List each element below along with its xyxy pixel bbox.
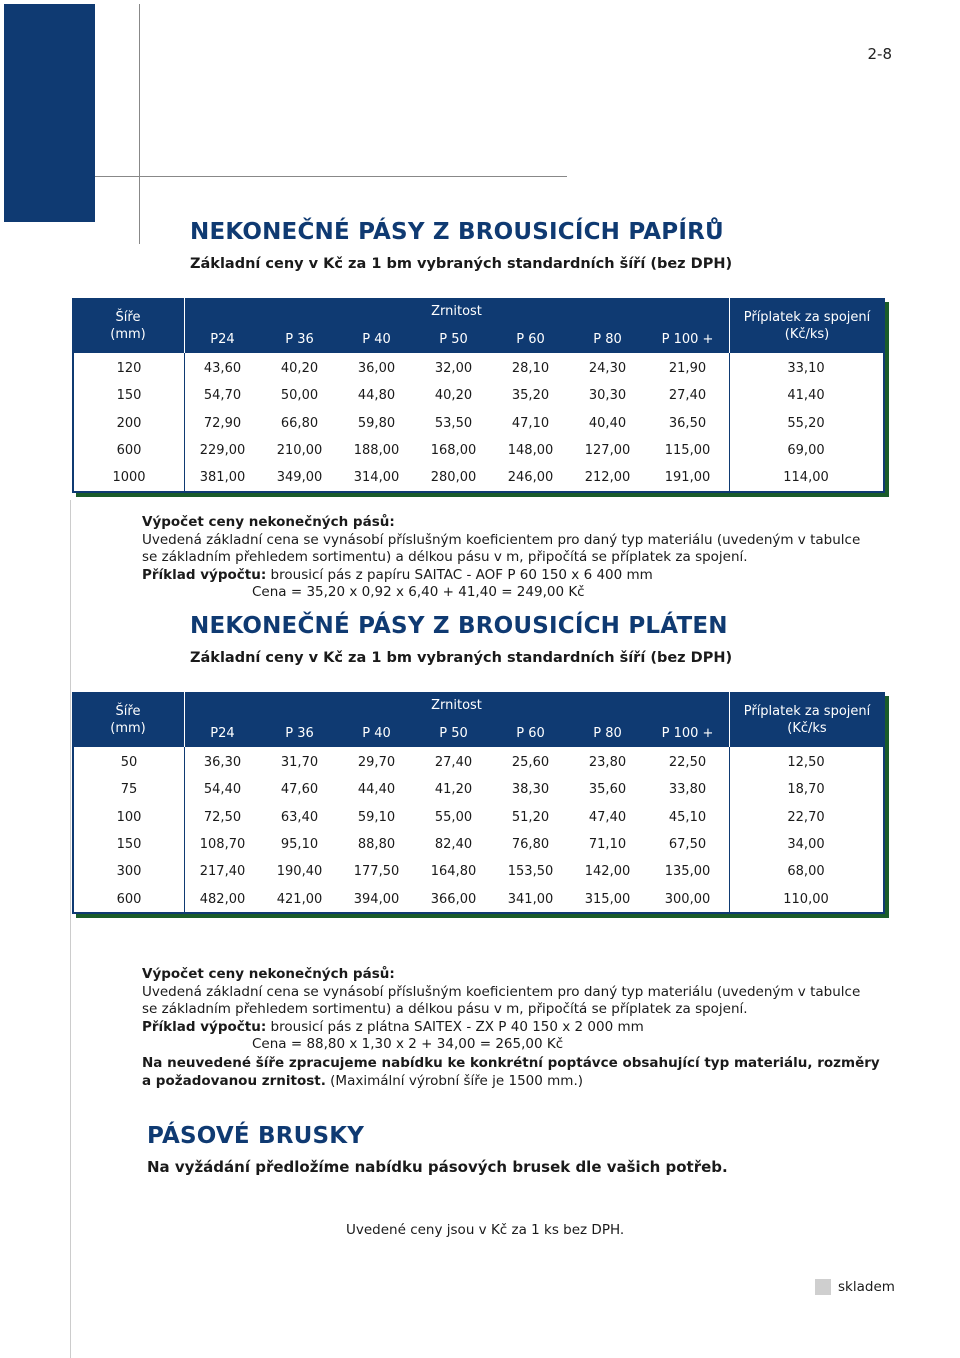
section1-title: NEKONEČNÉ PÁSY Z BROUSICÍCH PAPÍRŮ bbox=[190, 219, 724, 245]
width-cell: 150 bbox=[116, 388, 142, 404]
table-row bbox=[74, 382, 883, 409]
price-cell: 25,60 bbox=[511, 755, 550, 770]
price-cell: 32,00 bbox=[434, 361, 473, 376]
price-cell: 210,00 bbox=[276, 442, 323, 458]
price-cell: 22,50 bbox=[668, 755, 707, 770]
width-cell: 200 bbox=[116, 415, 142, 431]
table-row bbox=[74, 831, 883, 858]
price-cell: 188,00 bbox=[353, 442, 400, 458]
price-cell: 72,90 bbox=[203, 415, 242, 431]
price-cell: 212,00 bbox=[584, 470, 631, 486]
price-cell: 54,70 bbox=[203, 388, 242, 404]
surcharge-cell: 114,00 bbox=[783, 470, 829, 486]
grit-col-p40: P 40 bbox=[362, 332, 391, 347]
price-cell: 51,20 bbox=[511, 809, 550, 825]
price-cell: 229,00 bbox=[199, 442, 246, 458]
table-row bbox=[74, 804, 883, 831]
table-row bbox=[74, 437, 883, 464]
price-cell: 381,00 bbox=[199, 470, 246, 486]
note-line-2: a požadovanou zrnitost. bbox=[142, 1072, 326, 1089]
section2-subtitle: Základní ceny v Kč za 1 bm vybraných standardních šíří (bez DPH) bbox=[190, 650, 733, 666]
surcharge-cell: 55,20 bbox=[787, 415, 825, 431]
grit-col-p60: P 60 bbox=[516, 726, 545, 741]
width-cell: 600 bbox=[116, 891, 142, 907]
price-cell: 76,80 bbox=[511, 836, 550, 852]
price-cell: 394,00 bbox=[353, 891, 400, 907]
margin-line bbox=[70, 500, 71, 1358]
width-cell: 50 bbox=[120, 755, 138, 770]
price-cell: 82,40 bbox=[434, 836, 473, 852]
table-row bbox=[74, 858, 883, 885]
price-cell: 164,80 bbox=[430, 864, 477, 880]
width-header-label: Šíře bbox=[115, 704, 141, 719]
price-cell: 40,20 bbox=[434, 388, 473, 404]
price-cell: 349,00 bbox=[276, 470, 323, 486]
width-header-unit: (mm) bbox=[110, 327, 146, 342]
grit-col-p80: P 80 bbox=[593, 332, 622, 347]
table-row bbox=[74, 464, 883, 491]
section3-subtitle: Na vyžádání předložíme nabídku pásových brusek dle vašich potřeb. bbox=[147, 1158, 728, 1176]
section1-subtitle: Základní ceny v Kč za 1 bm vybraných standardních šíří (bez DPH) bbox=[190, 256, 733, 272]
price-cell: 421,00 bbox=[276, 891, 323, 907]
price-cell: 53,50 bbox=[434, 415, 473, 431]
width-header bbox=[72, 309, 184, 343]
price-cell: 190,40 bbox=[276, 864, 323, 880]
grit-col-p24: P24 bbox=[210, 726, 235, 741]
price-cell: 71,10 bbox=[588, 836, 627, 852]
price-cell: 27,40 bbox=[668, 388, 707, 404]
price-cell: 88,80 bbox=[357, 836, 396, 852]
width-cell: 300 bbox=[116, 864, 142, 880]
table-row bbox=[74, 776, 883, 803]
price-cell: 40,40 bbox=[588, 415, 627, 431]
price-cell: 366,00 bbox=[430, 891, 477, 907]
grit-col-p50: P 50 bbox=[439, 332, 468, 347]
surcharge-header-unit: (Kč/ks bbox=[787, 721, 827, 736]
example-price: Cena = 88,80 x 1,30 x 2 + 34,00 = 265,00 Kč bbox=[252, 1036, 564, 1052]
surcharge-cell: 22,70 bbox=[787, 809, 825, 825]
price-cell: 59,10 bbox=[357, 809, 396, 825]
price-cell: 55,00 bbox=[434, 809, 473, 825]
table-row bbox=[74, 749, 883, 776]
price-cell: 108,70 bbox=[199, 836, 246, 852]
width-cell: 150 bbox=[116, 836, 142, 852]
grit-col-p100: P 100 + bbox=[661, 726, 714, 741]
width-cell: 600 bbox=[116, 442, 142, 458]
page-number: 2-8 bbox=[867, 45, 892, 63]
grit-col-p24: P24 bbox=[210, 332, 235, 347]
table-row bbox=[74, 886, 883, 913]
price-cell: 482,00 bbox=[199, 891, 246, 907]
price-cell: 280,00 bbox=[430, 470, 477, 486]
grit-col-p100: P 100 + bbox=[661, 332, 714, 347]
price-note: Uvedené ceny jsou v Kč za 1 ks bez DPH. bbox=[346, 1222, 625, 1238]
price-cell: 115,00 bbox=[664, 442, 711, 458]
surcharge-cell: 18,70 bbox=[787, 782, 825, 798]
table-row bbox=[74, 355, 883, 382]
width-cell: 120 bbox=[116, 361, 142, 376]
price-cell: 59,80 bbox=[357, 415, 396, 431]
price-cell: 50,00 bbox=[280, 388, 319, 404]
price-cell: 36,00 bbox=[357, 361, 396, 376]
price-cell: 23,80 bbox=[588, 755, 627, 770]
paper-belts-price-table bbox=[72, 298, 889, 497]
surcharge-cell: 33,10 bbox=[787, 361, 825, 376]
price-cell: 66,80 bbox=[280, 415, 319, 431]
price-cell: 315,00 bbox=[584, 891, 631, 907]
example-text: brousicí pás z papíru SAITAC - AOF P 60 150 x 6 400 mm bbox=[266, 566, 653, 583]
calc-line-1: Uvedená základní cena se vynásobí příslušným koeficientem pro daný typ materiálu (uvedeným v tabulce bbox=[142, 531, 861, 548]
price-cell: 43,60 bbox=[203, 361, 242, 376]
price-cell: 30,30 bbox=[588, 388, 627, 404]
table-header bbox=[72, 692, 885, 747]
price-cell: 38,30 bbox=[511, 782, 550, 798]
price-cell: 177,50 bbox=[353, 864, 400, 880]
surcharge-cell: 12,50 bbox=[787, 755, 825, 770]
grit-header: Zrnitost bbox=[431, 698, 482, 713]
calc-line-2: se základním přehledem sortimentu) a délkou pásu v m, připočítá se příplatek za spojení. bbox=[142, 549, 748, 565]
price-cell: 54,40 bbox=[203, 782, 242, 798]
surcharge-header-label: Příplatek za spojení bbox=[743, 310, 871, 325]
price-cell: 41,20 bbox=[434, 782, 473, 798]
width-header-label: Šíře bbox=[115, 310, 141, 325]
price-cell: 341,00 bbox=[507, 891, 554, 907]
surcharge-header-label: Příplatek za spojení bbox=[743, 704, 871, 719]
table-row bbox=[74, 410, 883, 437]
price-cell: 135,00 bbox=[664, 864, 711, 880]
price-cell: 148,00 bbox=[507, 442, 554, 458]
table-body bbox=[72, 353, 885, 493]
surcharge-cell: 41,40 bbox=[787, 388, 825, 404]
example-label: Příklad výpočtu: bbox=[142, 1018, 267, 1035]
width-cell: 100 bbox=[116, 809, 142, 825]
price-cell: 33,80 bbox=[668, 782, 707, 798]
surcharge-cell: 110,00 bbox=[783, 891, 829, 907]
surcharge-header-unit: (Kč/ks) bbox=[784, 327, 830, 342]
price-cell: 21,90 bbox=[668, 361, 707, 376]
price-cell: 36,30 bbox=[203, 755, 242, 770]
width-header bbox=[72, 703, 184, 737]
price-cell: 24,30 bbox=[588, 361, 627, 376]
grit-col-p80: P 80 bbox=[593, 726, 622, 741]
note-line-1: Na neuvedené šíře zpracujeme nabídku ke konkrétní poptávce obsahující typ materiálu, rozměry bbox=[142, 1055, 880, 1071]
width-header-unit: (mm) bbox=[110, 721, 146, 736]
trim-line-horizontal bbox=[95, 176, 567, 177]
calc-line-2: se základním přehledem sortimentu) a délkou pásu v m, připočítá se příplatek za spojení. bbox=[142, 1001, 748, 1017]
grit-col-p40: P 40 bbox=[362, 726, 391, 741]
price-cell: 29,70 bbox=[357, 755, 396, 770]
calc-title: Výpočet ceny nekonečných pásů: bbox=[142, 514, 395, 530]
price-cell: 45,10 bbox=[668, 809, 707, 825]
price-cell: 72,50 bbox=[203, 809, 242, 825]
table-header bbox=[72, 298, 885, 353]
section1-calc-block bbox=[142, 514, 860, 602]
price-cell: 44,40 bbox=[357, 782, 396, 798]
calc-title: Výpočet ceny nekonečných pásů: bbox=[142, 966, 395, 982]
price-cell: 153,50 bbox=[507, 864, 554, 880]
width-cell: 75 bbox=[120, 782, 138, 798]
price-cell: 95,10 bbox=[280, 836, 319, 852]
surcharge-cell: 68,00 bbox=[787, 864, 825, 880]
section2-calc-block bbox=[142, 966, 860, 1054]
calc-line-1: Uvedená základní cena se vynásobí příslušným koeficientem pro daný typ materiálu (uvedeným v tabulce bbox=[142, 983, 861, 1000]
price-cell: 44,80 bbox=[357, 388, 396, 404]
price-cell: 47,60 bbox=[280, 782, 319, 798]
price-cell: 300,00 bbox=[664, 891, 711, 907]
price-cell: 63,40 bbox=[280, 809, 319, 825]
surcharge-cell: 34,00 bbox=[787, 836, 825, 852]
surcharge-cell: 69,00 bbox=[787, 442, 825, 458]
width-cell: 1000 bbox=[112, 470, 146, 486]
grit-col-p60: P 60 bbox=[516, 332, 545, 347]
price-cell: 47,40 bbox=[588, 809, 627, 825]
grit-col-p36: P 36 bbox=[285, 332, 314, 347]
price-cell: 27,40 bbox=[434, 755, 473, 770]
price-cell: 191,00 bbox=[664, 470, 711, 486]
section2-title: NEKONEČNÉ PÁSY Z BROUSICÍCH PLÁTEN bbox=[190, 613, 728, 639]
price-cell: 36,50 bbox=[668, 415, 707, 431]
price-cell: 35,60 bbox=[588, 782, 627, 798]
surcharge-header bbox=[729, 309, 885, 343]
grit-col-p36: P 36 bbox=[285, 726, 314, 741]
example-text: brousicí pás z plátna SAITEX - ZX P 40 150 x 2 000 mm bbox=[266, 1018, 644, 1035]
price-cell: 47,10 bbox=[511, 415, 550, 431]
price-cell: 40,20 bbox=[280, 361, 319, 376]
price-cell: 31,70 bbox=[280, 755, 319, 770]
cloth-belts-price-table bbox=[72, 692, 889, 918]
trim-line-vertical bbox=[139, 4, 140, 244]
price-cell: 168,00 bbox=[430, 442, 477, 458]
example-price: Cena = 35,20 x 0,92 x 6,40 + 41,40 = 249,00 Kč bbox=[252, 584, 585, 600]
price-cell: 246,00 bbox=[507, 470, 554, 486]
example-label: Příklad výpočtu: bbox=[142, 566, 267, 583]
section3-title: PÁSOVÉ BRUSKY bbox=[147, 1123, 365, 1149]
table-body bbox=[72, 747, 885, 914]
corner-color-block bbox=[4, 4, 95, 222]
price-cell: 127,00 bbox=[584, 442, 631, 458]
price-cell: 314,00 bbox=[353, 470, 400, 486]
custom-width-note bbox=[142, 1055, 880, 1090]
price-cell: 35,20 bbox=[511, 388, 550, 404]
price-cell: 217,40 bbox=[199, 864, 246, 880]
price-cell: 67,50 bbox=[668, 836, 707, 852]
surcharge-header bbox=[729, 703, 885, 737]
stock-legend-label: skladem bbox=[838, 1279, 895, 1295]
stock-legend-swatch bbox=[815, 1279, 831, 1295]
note-max-width: (Maximální výrobní šíře je 1500 mm.) bbox=[325, 1072, 583, 1089]
price-cell: 28,10 bbox=[511, 361, 550, 376]
grit-col-p50: P 50 bbox=[439, 726, 468, 741]
grit-header: Zrnitost bbox=[431, 304, 482, 319]
price-cell: 142,00 bbox=[584, 864, 631, 880]
